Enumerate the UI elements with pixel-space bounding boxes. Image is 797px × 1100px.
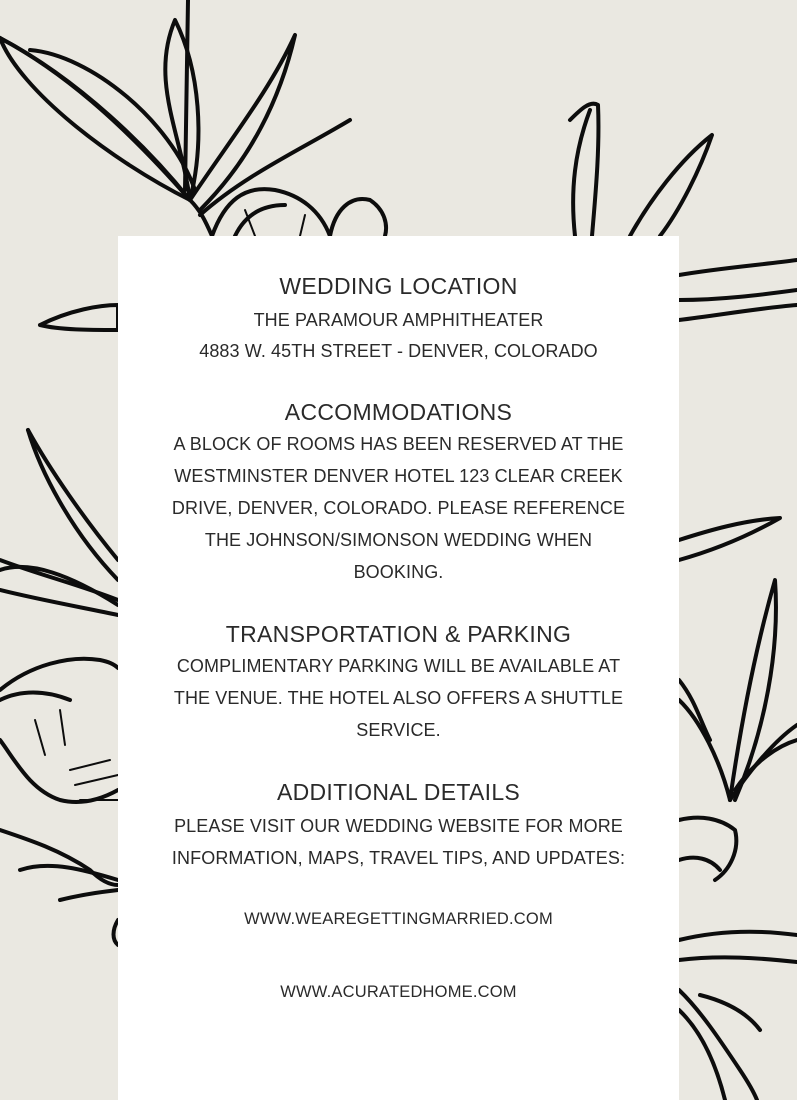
website-link-primary[interactable]: WWW.WEAREGETTINGMARRIED.COM [244,910,553,928]
additional-title: ADDITIONAL DETAILS [276,779,521,805]
website-link-secondary[interactable]: WWW.ACURATEDHOME.COM [280,983,517,1001]
accommodations-body: A BLOCK OF ROOMS HAS BEEN RESERVED AT THE WESTMINSTER DENVER HOTEL 123 CLEAR CREEK DRIVE, DENVER, COLORADO. PLEASE REFERENCE THE JOHNSON/SIMONSON WEDDING WHEN BOOKING. [171,434,626,582]
accommodations-title: ACCOMMODATIONS [284,399,513,425]
venue-name: THE PARAMOUR AMPHITHEATER [253,310,544,330]
additional-body: PLEASE VISIT OUR WEDDING WEBSITE FOR MORE INFORMATION, MAPS, TRAVEL TIPS, AND UPDATES: [171,816,626,868]
location-title: WEDDING LOCATION [279,273,518,299]
details-card [118,236,679,1100]
transportation-body: COMPLIMENTARY PARKING WILL BE AVAILABLE AT THE VENUE. THE HOTEL ALSO OFFERS A SHUTTLE SERVICE. [173,656,624,740]
transportation-title: TRANSPORTATION & PARKING [225,621,572,647]
venue-address: 4883 W. 45TH STREET - DENVER, COLORADO [199,341,598,361]
